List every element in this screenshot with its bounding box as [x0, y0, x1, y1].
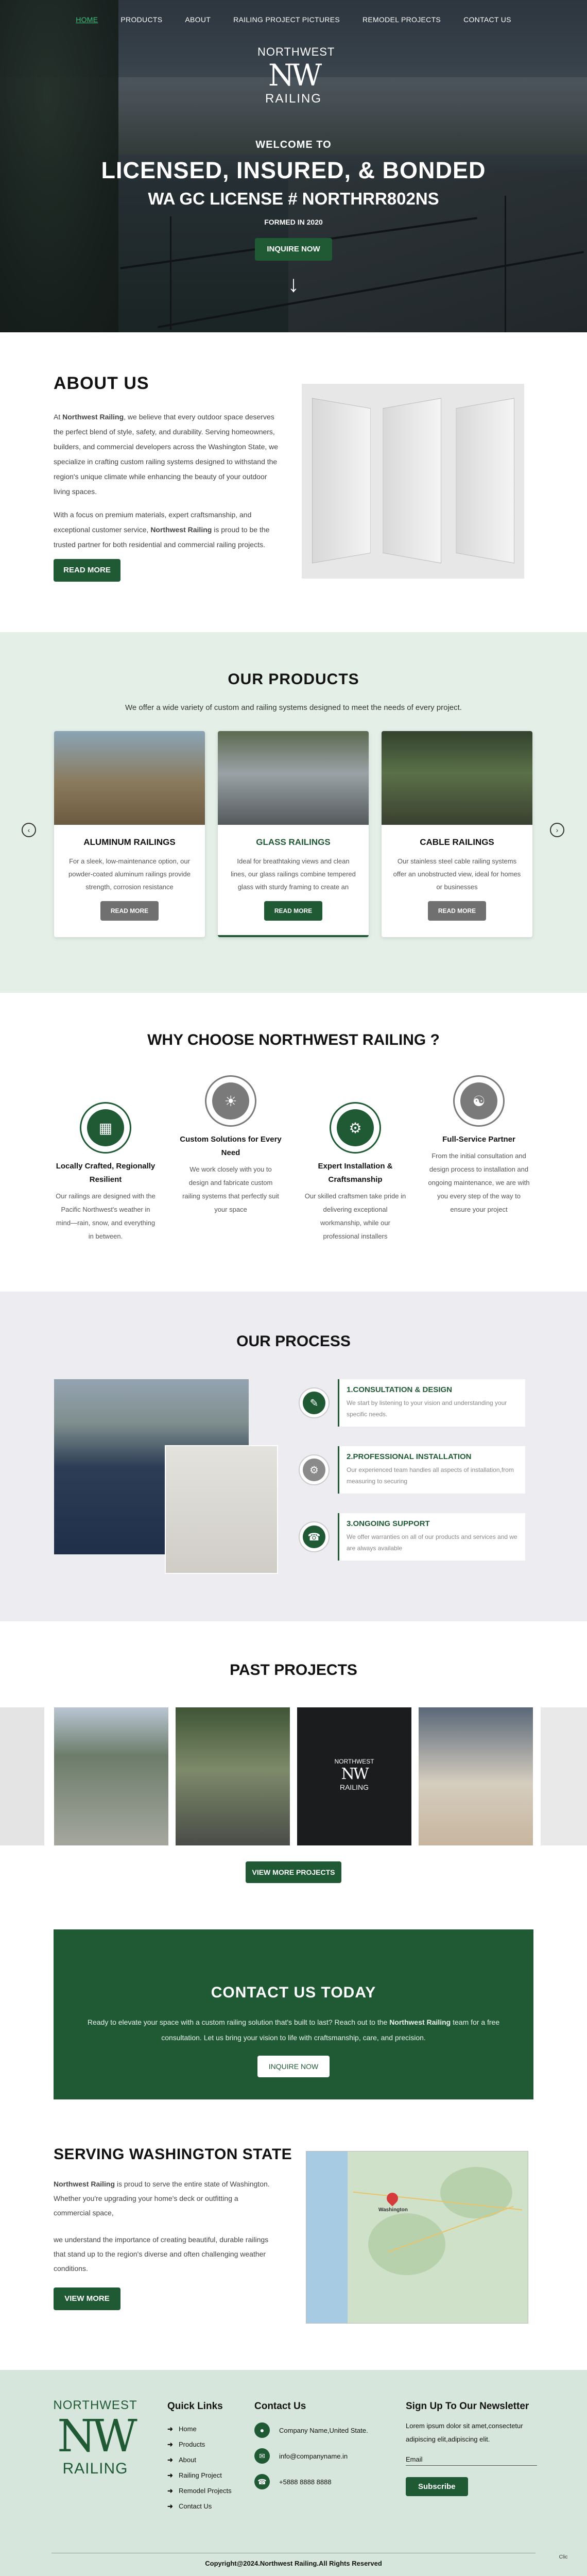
- why-card-title: Locally Crafted, Regionally Resilient: [56, 1162, 156, 1184]
- why-card-crafted: [54, 1102, 157, 1243]
- lightbulb-icon: ☀: [205, 1075, 256, 1127]
- nav-railing-project-pictures[interactable]: RAILING PROJECT PICTURES: [233, 15, 340, 24]
- logo-text-bottom: RAILING: [339, 1783, 369, 1791]
- phone-icon: ☎: [254, 2474, 270, 2489]
- about-title: ABOUT US: [54, 374, 149, 393]
- inquire-now-button[interactable]: INQUIRE NOW: [255, 238, 332, 261]
- why-card-text: From the initial consultation and design process to installation and ongoing maintenance, we are with you every step of the way to ensure your project: [428, 1152, 530, 1213]
- about-brand: Northwest Railing: [150, 526, 212, 534]
- map-pin-icon[interactable]: [384, 2190, 400, 2206]
- footer-newsletter: [406, 2401, 545, 2496]
- nav-remodel-projects[interactable]: REMODEL PROJECTS: [362, 15, 441, 24]
- process-step-title: 1.CONSULTATION & DESIGN: [347, 1385, 453, 1394]
- project-image[interactable]: [419, 1707, 533, 1845]
- logo-mark: NW: [268, 58, 319, 93]
- newsletter-title: Sign Up To Our Newsletter: [406, 2401, 529, 2412]
- process-step-consultation: [299, 1379, 525, 1427]
- project-image[interactable]: [0, 1707, 44, 1845]
- why-card-partner: [427, 1075, 530, 1216]
- contact-phone[interactable]: [254, 2474, 368, 2489]
- footer-link-about[interactable]: [167, 2452, 232, 2468]
- phone-text: +5888 8888 8888: [279, 2478, 332, 2486]
- support-icon: ☎: [299, 1521, 330, 1552]
- crafted-icon: ▦: [80, 1102, 131, 1154]
- footer-link-label: Contact Us: [179, 2502, 212, 2510]
- process-step-text: We offer warranties on all of our products and services and we are always available: [347, 1533, 517, 1552]
- process-image-building: [165, 1445, 278, 1574]
- chevron-right-icon[interactable]: ›: [550, 823, 564, 837]
- footer-link-label: Remodel Projects: [179, 2487, 232, 2495]
- process-step-support: [299, 1513, 525, 1561]
- why-card-title: Custom Solutions for Every Need: [180, 1135, 282, 1157]
- process-title: OUR PROCESS: [236, 1333, 351, 1350]
- footer-link-label: Products: [179, 2441, 205, 2448]
- nav-home[interactable]: HOME: [76, 15, 98, 24]
- contact-title: CONTACT US TODAY: [211, 1984, 376, 2001]
- nav-contact-us[interactable]: CONTACT US: [463, 15, 511, 24]
- main-navigation: [0, 15, 587, 24]
- about-read-more-button[interactable]: READ MORE: [54, 559, 120, 582]
- arrow-right-icon: ➜: [167, 2471, 173, 2479]
- process-step-text: Our experienced team handles all aspects of installation,from measuring to securing: [347, 1466, 514, 1485]
- footer-link-label: About: [179, 2456, 196, 2464]
- hero-headline: LICENSED, INSURED, & BONDED: [101, 157, 486, 183]
- hero-welcome: WELCOME TO: [255, 139, 332, 150]
- consultation-icon: ✎: [299, 1387, 330, 1418]
- why-card-expert: [304, 1102, 407, 1243]
- contact-text-part: team for a free consultation. Let us bring your vision to life with craftsmanship, care, and precision.: [161, 2018, 500, 2042]
- serving-paragraph-2: we understand the importance of creating beautiful, durable railings that stand up to the region's diverse and often challenging weather conditions.: [54, 2235, 269, 2273]
- about-paragraph-2: [54, 507, 283, 552]
- logo-text-top: NORTHWEST: [257, 45, 335, 58]
- installation-icon: ⚙: [299, 1454, 330, 1485]
- serving-text: is proud to serve the entire state of Washington. Whether you're upgrading your home's deck or outfitting a commercial space,: [54, 2180, 270, 2217]
- footer-link-home[interactable]: [167, 2421, 232, 2437]
- craftsmanship-icon: ⚙: [330, 1102, 381, 1154]
- footer-contact: [254, 2401, 368, 2489]
- product-read-more-button[interactable]: READ MORE: [100, 901, 159, 921]
- process-step-box: [338, 1513, 525, 1561]
- project-image[interactable]: [541, 1707, 587, 1845]
- product-description: Our stainless steel cable railing systems offer an unobstructed view, ideal for homes or businesses: [393, 857, 521, 891]
- footer-link-contact-us[interactable]: [167, 2499, 232, 2514]
- contact-text-part: Ready to elevate your space with a custom railing solution that's built to last? Reach out to the: [87, 2018, 390, 2026]
- serving-section: [0, 2099, 587, 2370]
- logo-text-bottom: RAILING: [265, 92, 322, 106]
- product-image: [382, 731, 532, 825]
- contact-text: [79, 2014, 508, 2045]
- about-text: With a focus on premium materials, expert craftsmanship, and exceptional customer service,: [54, 511, 252, 534]
- hero-license: WA GC LICENSE # NORTHRR802NS: [148, 189, 439, 208]
- address-text: Company Name,United State.: [279, 2426, 368, 2434]
- map-label: Washington: [378, 2207, 408, 2213]
- past-projects-title: PAST PROJECTS: [230, 1662, 357, 1679]
- about-text: At: [54, 413, 63, 421]
- footer-logo[interactable]: [51, 2398, 139, 2478]
- footer-link-label: Railing Project: [179, 2471, 222, 2479]
- products-title: OUR PRODUCTS: [228, 671, 359, 688]
- about-section: [0, 332, 587, 632]
- subscribe-button[interactable]: Subscribe: [406, 2477, 468, 2496]
- why-card-text: Our skilled craftsmen take pride in delivering exceptional workmanship, while our professional installers: [304, 1192, 406, 1240]
- why-card-custom: [179, 1075, 282, 1216]
- why-card-title: Full-Service Partner: [442, 1135, 515, 1144]
- map-water: [306, 2151, 348, 2324]
- contact-brand: Northwest Railing: [389, 2018, 451, 2026]
- serving-view-more-button[interactable]: VIEW MORE: [54, 2287, 120, 2310]
- footer-quick-links: [167, 2401, 232, 2514]
- process-step-box: [338, 1379, 525, 1427]
- product-card-aluminum[interactable]: [54, 731, 205, 937]
- footer-link-railing-project[interactable]: [167, 2468, 232, 2483]
- project-image[interactable]: [176, 1707, 290, 1845]
- arrow-right-icon: ➜: [167, 2456, 173, 2464]
- serving-title: SERVING WASHINGTON STATE: [54, 2146, 292, 2163]
- about-image-panel: [312, 398, 371, 563]
- logo-text-bottom: RAILING: [62, 2460, 128, 2477]
- quick-links-title: Quick Links: [167, 2401, 223, 2412]
- why-section: [0, 993, 587, 1292]
- product-title: ALUMINUM RAILINGS: [83, 837, 176, 847]
- project-image-logo[interactable]: [297, 1707, 411, 1845]
- view-more-projects-button[interactable]: VIEW MORE PROJECTS: [246, 1861, 341, 1883]
- about-brand: Northwest Railing: [62, 413, 124, 421]
- arrow-right-icon: ➜: [167, 2502, 173, 2510]
- hero-section: [0, 0, 587, 332]
- process-step-box: [338, 1446, 525, 1494]
- serving-paragraph-1: [54, 2177, 275, 2220]
- products-section: [0, 632, 587, 993]
- chevron-left-icon[interactable]: ‹: [22, 823, 36, 837]
- serving-brand: Northwest Railing: [54, 2180, 115, 2188]
- process-step-title: 3.ONGOING SUPPORT: [347, 1519, 430, 1528]
- down-arrow-icon[interactable]: ↓: [288, 272, 299, 297]
- scroll-to-top-button[interactable]: Clic: [559, 2554, 568, 2560]
- partner-icon: ☯: [453, 1075, 505, 1127]
- about-image: [302, 384, 524, 579]
- products-subtitle: We offer a wide variety of custom and railing systems designed to meet the needs of every project.: [125, 703, 462, 712]
- copyright: Copyright@2024.Northwest Railing.All Rights Reserved: [205, 2560, 382, 2567]
- contact-email[interactable]: [254, 2448, 368, 2464]
- about-image-panel: [383, 398, 441, 563]
- arrow-right-icon: ➜: [167, 2425, 173, 2433]
- product-read-more-button[interactable]: READ MORE: [428, 901, 486, 921]
- process-step-text: We start by listening to your vision and understanding your specific needs.: [347, 1399, 507, 1418]
- logo-text-top: NORTHWEST: [334, 1758, 374, 1765]
- why-card-text: Our railings are designed with the Pacific Northwest's weather in mind—rain, snow, and everything in between.: [56, 1192, 156, 1240]
- logo-mark: NW: [341, 1765, 368, 1783]
- why-card-title: Expert Installation & Craftsmanship: [318, 1162, 393, 1184]
- why-title: WHY CHOOSE NORTHWEST RAILING ?: [147, 1031, 440, 1048]
- email-input-underline: [406, 2465, 537, 2466]
- footer-link-products[interactable]: [167, 2437, 232, 2452]
- past-projects-section: [0, 1621, 587, 1929]
- contact-title: Contact Us: [254, 2401, 306, 2412]
- product-read-more-button[interactable]: READ MORE: [264, 901, 322, 921]
- mail-icon: ✉: [254, 2448, 270, 2464]
- logo-mark: NW: [57, 2411, 133, 2462]
- location-pin-icon: ●: [254, 2422, 270, 2438]
- process-step-title: 2.PROFESSIONAL INSTALLATION: [347, 1452, 472, 1461]
- contact-inquire-now-button[interactable]: INQUIRE NOW: [257, 2056, 330, 2077]
- project-image[interactable]: [54, 1707, 168, 1845]
- nav-about[interactable]: ABOUT: [185, 15, 211, 24]
- product-card-glass[interactable]: [218, 731, 369, 937]
- newsletter-email-input[interactable]: Email: [406, 2455, 423, 2463]
- product-image: [54, 731, 205, 825]
- product-description: Ideal for breathtaking views and clean lines, our glass railings combine tempered glass with sturdy framing to create an: [231, 857, 356, 891]
- footer-link-label: Home: [179, 2425, 197, 2433]
- contact-cta-section: [54, 1929, 533, 2099]
- hero-formed: FORMED IN 2020: [264, 218, 323, 226]
- newsletter-text: Lorem ipsum dolor sit amet,consectetur adipiscing elit,adipiscing elit.: [406, 2422, 523, 2443]
- process-section: [0, 1292, 587, 1621]
- about-paragraph-1: [54, 410, 283, 499]
- washington-map[interactable]: [306, 2151, 528, 2324]
- process-step-installation: [299, 1446, 525, 1494]
- hero-logo[interactable]: [257, 45, 335, 106]
- about-text: , we believe that every outdoor space deserves the perfect blend of style, safety, and durability. Serving homeowners, builders, and commercial developers across the Washington State, we specialize in crafting custom railing systems designed to withstand the region's unique climate while enhancing the beauty of your outdoor living spaces.: [54, 413, 279, 496]
- nav-products[interactable]: PRODUCTS: [120, 15, 163, 24]
- why-card-text: We work closely with you to design and fabricate custom railing systems that perfectly suit your space: [182, 1165, 279, 1213]
- email-text: info@companyname.in: [279, 2452, 348, 2460]
- about-text: is proud to be the trusted partner for both residential and commercial railing projects.: [54, 526, 270, 549]
- product-card-cable[interactable]: [382, 731, 532, 937]
- contact-address: [254, 2422, 368, 2438]
- footer: [0, 2370, 587, 2576]
- product-title: CABLE RAILINGS: [420, 837, 494, 847]
- arrow-right-icon: ➜: [167, 2487, 173, 2495]
- quick-links-list: [167, 2421, 232, 2514]
- arrow-right-icon: ➜: [167, 2441, 173, 2448]
- footer-link-remodel-projects[interactable]: [167, 2483, 232, 2499]
- product-image: [218, 731, 369, 825]
- logo-text-top: NORTHWEST: [53, 2398, 137, 2412]
- product-description: For a sleek, low-maintenance option, our powder-coated aluminum railings provide strength, corrosion resistance: [68, 857, 191, 891]
- product-title: GLASS RAILINGS: [256, 837, 331, 847]
- about-image-panel: [456, 398, 514, 563]
